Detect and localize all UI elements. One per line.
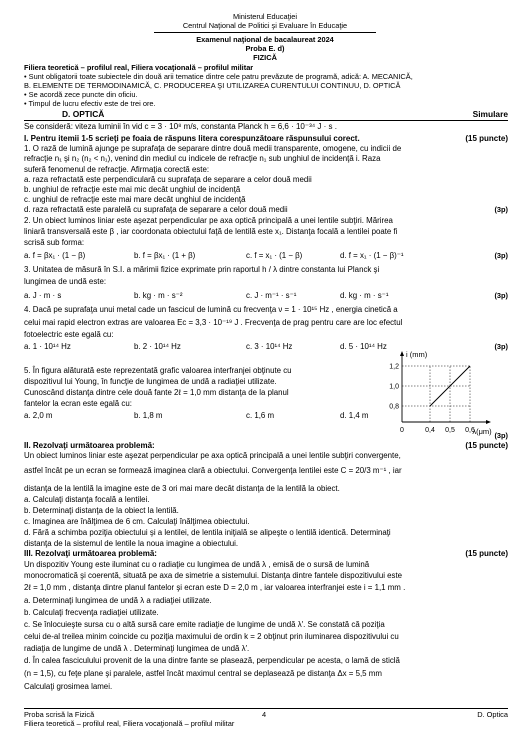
q1-line-2: refracţie n₁ şi n₂ (n₂ < n₁), venind din mediul cu indicele de refracţie n₁ sub unghiul de incidenţă i. Raza (24, 154, 381, 163)
q1-option-b: b. unghiul de refracţie este mai mic decât unghiul de incidenţă (24, 185, 241, 194)
q1-line-3: suferă fenomenul de refracţie. Afirmaţia corectă este: (24, 165, 210, 174)
x-tick-label: 0,5 (445, 427, 455, 434)
q1-points: (3p) (494, 205, 508, 214)
filiera: Filiera teoretică – profilul real, Filiera vocaţională – profilul militar (24, 63, 254, 72)
y-tick-label: 1,2 (389, 363, 399, 371)
q5-option-d: d. 1,4 m (340, 411, 369, 420)
part3-item-d1: d. În calea fasciculului provenit de la una dintre fante se plasează, perpendicular pe acesta, o lamă de sticlă (24, 656, 400, 665)
part2-title: II. Rezolvaţi următoarea problemă: (24, 441, 155, 450)
q1-option-d: d. raza refractată este paralelă cu suprafaţa de separare a celor două medii (24, 205, 288, 214)
q3-line-1: 3. Unitatea de măsură în S.I. a mărimii fizice exprimate prin raportul h / λ dintre constanta lui Planck şi (24, 265, 380, 274)
x-tick-label: 0,4 (425, 427, 435, 434)
part3-item-b: b. Calculaţi frecvenţa radiaţiei utilizate. (24, 608, 159, 617)
q5-line-2: dispozitivul lui Young, în funcţie de lungimea de undă a radiaţiei utilizate. (24, 377, 277, 386)
q5-points: (3p) (494, 431, 508, 440)
part2-line-2: astfel încât pe un ecran se formează imaginea clară a obiectului. Convergenţa lentilei este C = 20/3 m⁻¹ , iar (24, 466, 402, 475)
part2-line-3: distanţa de la lentilă la imagine este de 3 ori mai mare decât distanţa de la lentilă la obiect. (24, 484, 340, 493)
q5-line-1: 5. În figura alăturată este reprezentată grafic valoarea interfranjei obţinute cu (24, 366, 292, 375)
q3-option-d: d. kg · m · s⁻¹ (340, 291, 389, 300)
q4-option-b: b. 2 · 10¹⁴ Hz (134, 342, 181, 351)
part3-item-c1: c. Se înlocuieşte sursa cu o altă sursă care emite radiaţie de lungime de undă λ′. Se constată că poziţia (24, 620, 385, 629)
part2-item-d2: distanţa de la sistemul de lentile la noua imagine a obiectului. (24, 539, 239, 548)
q2-points: (3p) (494, 251, 508, 260)
part1-points: (15 puncte) (465, 134, 508, 143)
section-rule (24, 120, 508, 121)
footer-left-2: Filiera teoretică – profilul real, Filiera vocaţională – profilul militar (24, 719, 235, 728)
y-axis-arrow (400, 351, 404, 356)
q2-line-3: scrisă sub forma: (24, 238, 85, 247)
q3-option-b: b. kg · m · s⁻² (134, 291, 183, 300)
y-tick-label: 1,0 (389, 383, 399, 391)
header-divider (154, 32, 376, 33)
part3-line-2: monocromatică şi coerentă, situată pe axa de simetrie a sistemului. Distanţa dintre fantele dispozitivului este (24, 571, 403, 580)
part3-line-3: 2ℓ = 1,0 mm , distanţa dintre planul fantelor şi ecran este D = 2,0 m , iar valoarea interfranjei este i = 1,1 mm . (24, 583, 406, 592)
part3-item-c3: radiaţia de lungime de undă λ . Determinaţi lungimea de undă λ′. (24, 644, 250, 653)
part3-line-1: Un dispozitiv Young este iluminat cu o radiaţie cu lungimea de undă λ , emisă de o sursă de lumină (24, 560, 370, 569)
y-tick-label: 0,8 (389, 403, 399, 411)
part3-title: III. Rezolvaţi următoarea problemă: (24, 549, 157, 558)
part2-item-b: b. Determinaţi distanţa de la obiect la lentilă. (24, 506, 179, 515)
constants-line: Se consideră: viteza luminii în vid c = 3 · 10⁸ m/s, constanta Planck h = 6,6 · 10⁻³⁴ J · s . (24, 122, 337, 131)
q5-option-a: a. 2,0 m (24, 411, 53, 420)
q2-option-d: d. f = x₁ · (1 − β)⁻¹ (340, 251, 404, 260)
q5-line-3: Cunoscând distanţa dintre cele două fante 2ℓ = 1,0 mm distanţa de la planul (24, 388, 289, 397)
q2-option-c: c. f = x₁ · (1 − β) (246, 251, 303, 260)
q4-option-a: a. 1 · 10¹⁴ Hz (24, 342, 71, 351)
section-right: Simulare (472, 109, 508, 119)
q3-option-a: a. J · m · s (24, 291, 62, 300)
x-axis-arrow (486, 420, 491, 424)
part2-item-d1: d. Fără a schimba poziţia obiectului şi a lentilei, de lentila iniţială se alipeşte o lentilă identică. Determinaţi (24, 528, 391, 537)
q1-option-c: c. unghiul de refracţie este mai mare decât unghiul de incidenţă (24, 195, 246, 204)
part2-line-1: Un obiect luminos liniar este aşezat perpendicular pe axa optică principală a unei lentile subţiri convergente, (24, 451, 401, 460)
proba: Proba E. d) (245, 44, 285, 53)
q3-line-2: lungimea de undă este: (24, 277, 107, 286)
q4-line-1: 4. Dacă pe suprafaţa unui metal cade un fascicul de lumină cu frecvenţa ν = 1 · 10¹⁵ Hz , energia cinetică a (24, 305, 398, 314)
x-axis-label: λ(μm) (472, 427, 492, 436)
x-tick-label: 0 (400, 427, 404, 434)
q2-line-1: 2. Un obiect luminos liniar este aşezat perpendicular pe axa optică principală a unei lentile subţiri. Mărirea (24, 216, 393, 225)
part3-item-a: a. Determinaţi lungimea de undă λ a radiaţiei utilizate. (24, 596, 212, 605)
bullet-3: • Timpul de lucru efectiv este de trei ore. (24, 99, 156, 108)
y-axis-label: i (mm) (406, 350, 428, 359)
q5-option-c: c. 1,6 m (246, 411, 275, 420)
q4-option-c: c. 3 · 10¹⁴ Hz (246, 342, 293, 351)
q4-line-2: celui mai rapid electron extras are valoarea Ec = 3,3 · 10⁻¹⁹ J . Frecvenţa de prag pentru care are loc efectul (24, 318, 403, 327)
part1-title: I. Pentru itemii 1-5 scrieţi pe foaia de răspuns litera corespunzătoare răspunsului corect. (24, 134, 360, 143)
q4-points: (3p) (494, 342, 508, 351)
bullet-1: • Sunt obligatorii toate subiectele din două arii tematice dintre cele patru prevăzute de programă, adică: A. MECANICĂ, (24, 72, 413, 81)
exam-title: Examenul naţional de bacalaureat 2024 (196, 35, 334, 44)
bullet-2: • Se acordă zece puncte din oficiu. (24, 90, 138, 99)
part3-item-d3: Calculaţi grosimea lamei. (24, 682, 113, 691)
q3-points: (3p) (494, 291, 508, 300)
q2-option-b: b. f = βx₁ · (1 + β) (134, 251, 196, 260)
section-title: D. OPTICĂ (62, 109, 105, 119)
part2-item-a: a. Calculaţi distanţa focală a lentilei. (24, 495, 150, 504)
part2-points: (15 puncte) (465, 441, 508, 450)
footer-page-number: 4 (262, 710, 267, 719)
q4-line-3: fotoelectric este egală cu: (24, 330, 114, 339)
subject-title: FIZICĂ (253, 53, 277, 62)
x-tick-label: 0,6 (465, 427, 475, 434)
q1-line-1: 1. O rază de lumină ajunge pe suprafaţa de separare dintre două medii transparente, omogene, cu indicii de (24, 144, 402, 153)
q3-option-c: c. J · m⁻¹ · s⁻¹ (246, 291, 297, 300)
footer-left-1: Proba scrisă la Fizică (24, 710, 95, 719)
part2-item-c: c. Imaginea are înălţimea de 6 cm. Calculaţi înălţimea obiectului. (24, 517, 250, 526)
center-name: Centrul Naţional de Politici şi Evaluare în Educaţie (182, 21, 348, 30)
part3-item-d2: (n = 1,5), cu feţe plane şi paralele, astfel încât maximul central se deplasează pe distanţa Δx = 5,5 mm (24, 669, 382, 678)
bullet-1b: B. ELEMENTE DE TERMODINAMICĂ, C. PRODUCEREA ŞI UTILIZAREA CURENTULUI CONTINUU, D. OPTICĂ (24, 81, 401, 90)
q4-option-d: d. 5 · 10¹⁴ Hz (340, 342, 387, 351)
q1-option-a: a. raza refractată este perpendiculară cu suprafaţa de separare a celor două medii (24, 175, 312, 184)
footer-rule (24, 708, 508, 709)
q2-option-a: a. f = βx₁ · (1 − β) (24, 251, 86, 260)
part3-points: (15 puncte) (465, 549, 508, 558)
part3-item-c2: celui de-al treilea minim coincide cu poziţia maximului de ordin k = 2 obţinut prin iluminarea dispozitivului cu (24, 632, 399, 641)
q2-line-2: liniară transversală este β , iar coordonata obiectului faţă de lentilă este x₁. Distanţa focală a lentilei poate fi (24, 227, 398, 236)
q5-line-4: fantelor la ecran este egală cu: (24, 399, 132, 408)
footer-right: D. Optica (477, 710, 508, 719)
q5-option-b: b. 1,8 m (134, 411, 163, 420)
ministry-name: Ministerul Educaţiei (232, 12, 298, 21)
